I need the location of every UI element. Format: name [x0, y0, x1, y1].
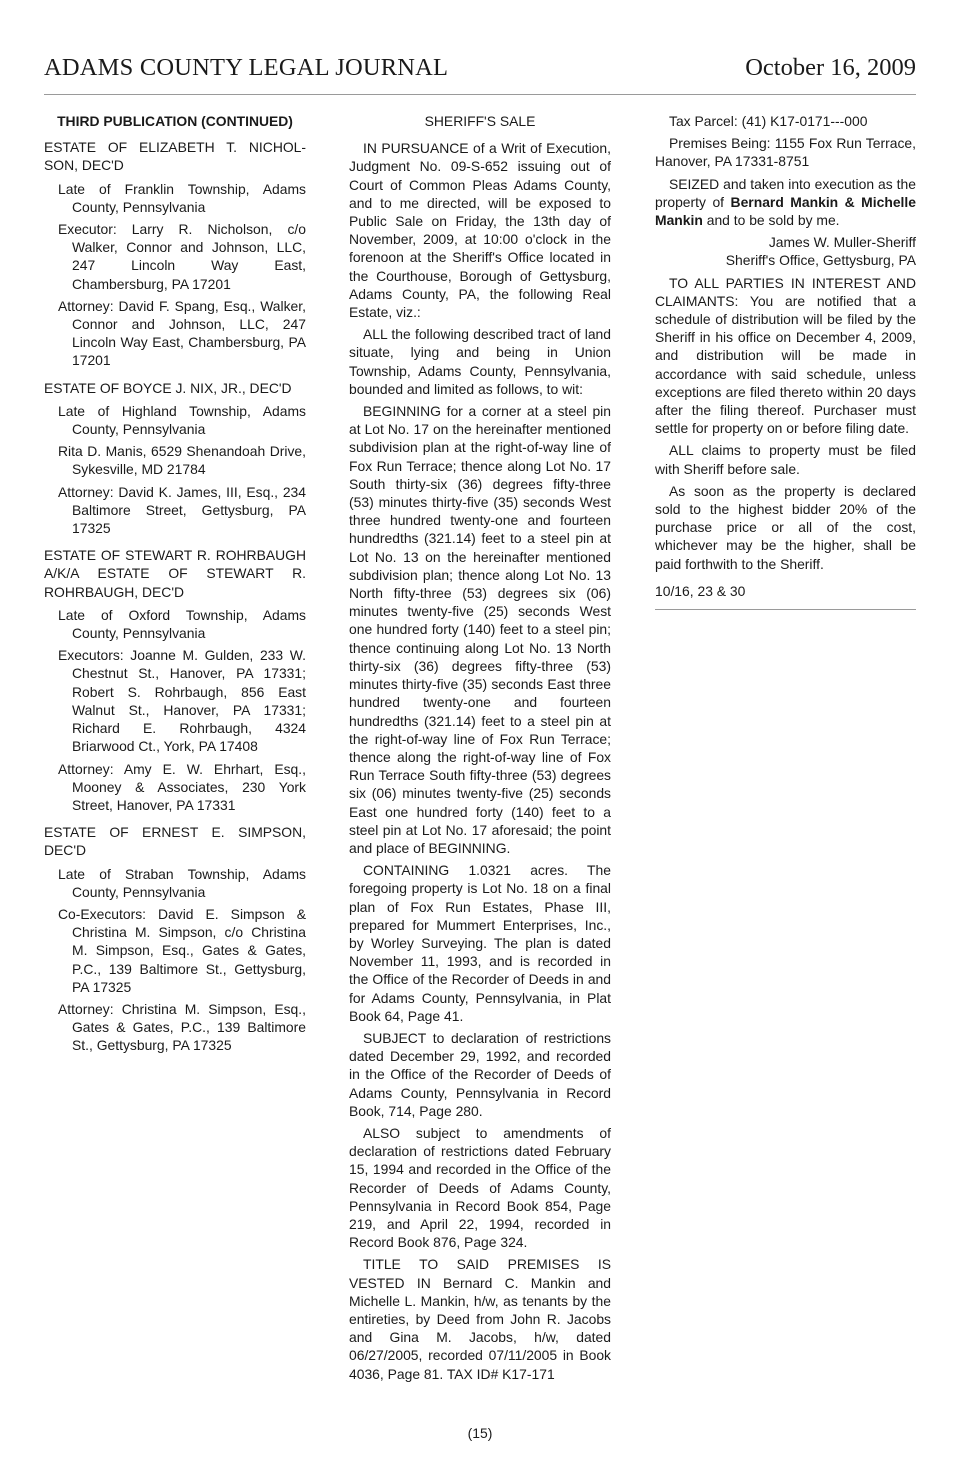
- estate-title: ESTATE OF ELIZABETH T. NICHOL-SON, DEC'D: [44, 139, 306, 174]
- sale-paragraph: BEGINNING for a corner at a steel pin at Lot No. 17 on the hereinafter mentioned subdivision plan at the right-of-way line of Fox Run Terrace; thence along Lot No. 17 South thirty-six (36) degrees fifty-three (53) minutes thirty-five (35) seconds West three hundred twenty-one and fourteen hundredths (321.14) feet to a steel pin at Lot No. 13 on the hereinafter mentioned subdivision plan; thence along Lot No. 13 North fifty-three (53) degrees six (06) minutes twenty-five (25) seconds West one hundred forty (140) feet to a steel pin; thence continuing along Lot No. 13 North thirty-six (36) degrees fifty-three (53) minutes thirty-five (35) seconds East three hundred twenty-one and fourteen hundredths (321.14) feet to a steel pin at the right-of-way line of Fox Run Terrace; thence along the right-of-way line of Fox Run Terrace South fifty-three (53) degrees six (06) minutes twenty-five (25) seconds East one hundred forty (140) feet to a steel pin at Lot No. 17 aforesaid; the point and place of BEGINNING.: [349, 403, 611, 856]
- estate-title: ESTATE OF BOYCE J. NIX, JR., DEC'D: [44, 379, 292, 396]
- estate-line: Attorney: Amy E. W. Ehrhart, Esq., Mooney & Associates, 230 York Street, Hanover, PA 17331: [58, 760, 306, 813]
- page-number: (15): [467, 1425, 493, 1441]
- sale-paragraph: ALL the following described tract of land situate, lying and being in Union Township, Adams County, Pennsylvania, bounded and limited as follows, to wit:: [349, 326, 611, 397]
- sale-paragraph: CONTAINING 1.0321 acres. The foregoing property is Lot No. 18 on a final plan of Fox Run Estates, Phase III, prepared for Mummert Enterprises, Inc., by Worley Surveying. The plan is dated November 11, 1993, and is recorded in the Office of the Recorder of Deeds in and for Adams County, Pennsylvania, in Plat Book 64, Page 41.: [349, 862, 611, 1024]
- estate-line: Late of Highland Township, Adams County, Pennsylvania: [58, 402, 306, 438]
- column-sale-continued: [655, 112, 916, 610]
- notice-paragraph: As soon as the property is declared sold to the highest bidder 20% of the purchase price or all of the cost, whichever may be the higher, shall be paid forthwith to the Sheriff.: [655, 482, 916, 572]
- notice-paragraph: TO ALL PARTIES IN INTEREST AND CLAIMANTS: You are notified that a schedule of distribution will be filed by the Sheriff in his office on December 4, 2009, and distribution will be made in accordance with said schedule, unless exceptions are filed thereto within 20 days after the filing thereof. Purchaser must settle for property on or before filing date.: [655, 274, 916, 437]
- sale-paragraph: TITLE TO SAID PREMISES IS VESTED IN Bernard C. Mankin and Michelle L. Mankin, h/w, as tenants by the entireties, by Deed from John R. Jacobs and Gina M. Jacobs, h/w, dated 06/27/2005, recorded 07/11/2005 in Book 4036, Page 81. TAX ID# K17-171: [349, 1256, 611, 1382]
- notice-paragraph: ALL claims to property must be filed with Sheriff before sale.: [655, 442, 916, 477]
- tax-parcel: Tax Parcel: (41) K17-0171---000: [669, 113, 868, 129]
- issue-date: October 16, 2009: [745, 54, 916, 81]
- column-estates: [44, 112, 306, 1055]
- sale-paragraph: IN PURSUANCE of a Writ of Execution, Judgment No. 09-S-652 issuing out of Court of Common Pleas Adams County, and to me directed, will be exposed to Public Sale on Friday, the 13th day of November, 2009, at 10:00 o'clock in the forenoon at the Sheriff's Office located in the Courthouse, Borough of Gettysburg, Adams County, PA, the following Real Estate, viz.:: [349, 140, 611, 321]
- publication-dates: 10/16, 23 & 30: [655, 582, 746, 599]
- column-sheriffs-sale: [349, 112, 611, 1383]
- journal-title: ADAMS COUNTY LEGAL JOURNAL: [44, 54, 449, 81]
- sheriff-office: Sheriff's Office, Gettysburg, PA: [725, 252, 916, 269]
- estate-line: Executor: Larry R. Nicholson, c/o Walker, Connor and Johnson, LLC, 247 Lincoln Way East, Chambersburg, PA 17201: [58, 221, 306, 292]
- page-header: [44, 50, 916, 95]
- estate-line: Late of Straban Township, Adams County, Pennsylvania: [58, 865, 306, 900]
- seized-paragraph: [655, 175, 916, 230]
- estate-line: Executors: Joanne M. Gulden, 233 W. Chestnut St., Hanover, PA 17331; Robert S. Rohrbaugh, 856 East Walnut St., Hanover, PA 17331; Richard E. Rohrbaugh, 4324 Briarwood Ct., York, PA 17408: [58, 647, 306, 755]
- section-divider: [655, 609, 916, 610]
- sheriffs-sale-title: SHERIFF'S SALE: [424, 113, 536, 129]
- sale-paragraph: ALSO subject to amendments of declaration of restrictions dated February 15, 1994 and recorded in the Office of the Recorder of Deeds of Adams County, Pennsylvania in Record Book 854, Page 219, and April 22, 1994, recorded in Record Book 876, Page 324.: [349, 1124, 611, 1251]
- estate-line: Attorney: David F. Spang, Esq., Walker, Connor and Johnson, LLC, 247 Lincoln Way East, Chambersburg, PA 17201: [58, 297, 306, 369]
- estate-line: Late of Franklin Township, Adams County, Pennsylvania: [58, 180, 306, 215]
- seized-text: SEIZED and taken into execution as the property of: [655, 175, 916, 210]
- estate-line: Attorney: David K. James, III, Esq., 234 Baltimore Street, Gettysburg, PA 17325: [58, 483, 306, 537]
- sale-paragraph: SUBJECT to declaration of restrictions dated December 29, 1992, and recorded in the Office of the Recorder of Deeds of Adams County, Pennsylvania in Record Book, 714, Page 280.: [349, 1029, 611, 1119]
- section-title: THIRD PUBLICATION (CONTINUED): [57, 113, 293, 129]
- estate-line: Attorney: Christina M. Simpson, Esq., Gates & Gates, P.C., 139 Baltimore St., Gettysburg, PA 17325: [58, 1000, 306, 1054]
- premises-address: Premises Being: 1155 Fox Run Terrace, Hanover, PA 17331-8751: [655, 135, 916, 170]
- estate-line: Co-Executors: David E. Simpson & Christina M. Simpson, c/o Christina M. Simpson, Esq., Gates & Gates, P.C., 139 Baltimore St., Gettysburg, PA 17325: [58, 905, 306, 995]
- estate-title: ESTATE OF STEWART R. ROHRBAUGH A/K/A ESTATE OF STEWART R. ROHRBAUGH, DEC'D: [44, 547, 306, 600]
- estate-line: Late of Oxford Township, Adams County, Pennsylvania: [58, 606, 306, 642]
- seized-text-end: and to be sold by me.: [702, 212, 840, 229]
- estate-title: ESTATE OF ERNEST E. SIMPSON, DEC'D: [44, 824, 306, 859]
- sheriff-name: James W. Muller-Sheriff: [768, 234, 916, 251]
- estate-line: Rita D. Manis, 6529 Shenandoah Drive, Sykesville, MD 21784: [58, 443, 306, 478]
- defendant-names: Bernard Mankin & Michelle Mankin: [655, 193, 916, 229]
